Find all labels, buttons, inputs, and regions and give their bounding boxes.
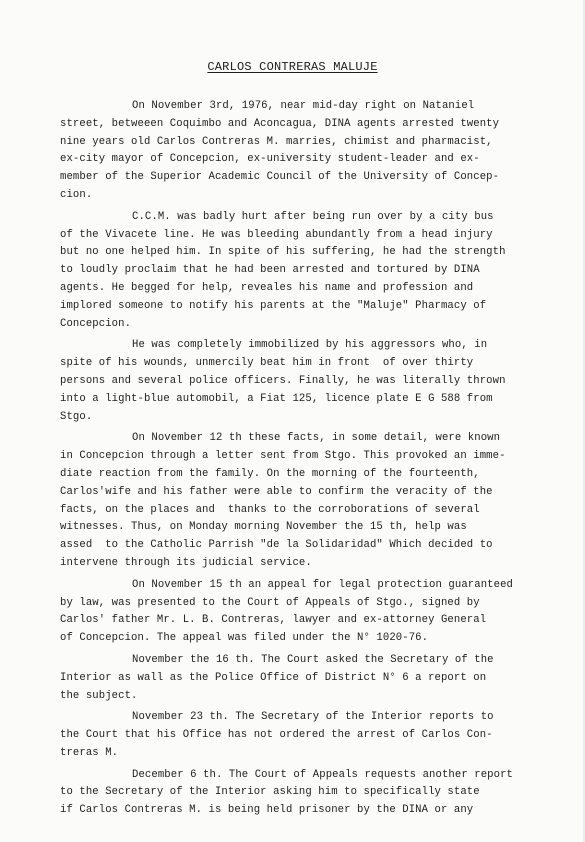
text-line: facts, on the places and thanks to the corroborations of several bbox=[60, 503, 480, 516]
text-line: if Carlos Contreras M. is being held prisoner by the DINA or any bbox=[60, 804, 474, 817]
text-line: of Concepcion. The appeal was filed under the N° 1020-76. bbox=[60, 632, 429, 645]
text-line: witnesses. Thus, on Monday morning November the 15 th, help was bbox=[60, 521, 467, 534]
text-line: Concepcion. bbox=[60, 317, 132, 330]
title-text: CARLOS CONTRERAS MALUJE bbox=[207, 60, 378, 74]
text-line: agents. He begged for help, reveales his name and profession and bbox=[60, 281, 474, 294]
document-title bbox=[0, 60, 585, 74]
paragraph bbox=[60, 709, 560, 762]
text-line: Stgo. bbox=[60, 410, 93, 423]
text-line: Carlos'wife and his father were able to confirm the veracity of the bbox=[60, 485, 493, 498]
text-line: cion. bbox=[60, 188, 93, 201]
text-line: the Court that his Office has not ordered the arrest of Carlos Con- bbox=[60, 729, 493, 742]
text-line: spite of his wounds, unmercily beat him in front of over thirty bbox=[60, 357, 474, 370]
paragraph bbox=[60, 98, 560, 205]
paragraph bbox=[60, 209, 560, 334]
paragraph bbox=[60, 767, 560, 820]
text-line: ex-city mayor of Concepcion, ex-university student-leader and ex- bbox=[60, 153, 480, 166]
text-line: On November 15 th an appeal for legal protection guaranteed bbox=[132, 578, 513, 591]
document-body bbox=[60, 98, 560, 820]
paragraph bbox=[60, 430, 560, 572]
text-line: but no one helped him. In spite of his suffering, he had the strength bbox=[60, 246, 506, 259]
text-line: persons and several police officers. Finally, he was literally thrown bbox=[60, 374, 506, 387]
text-line: On November 3rd, 1976, near mid-day right on Nataniel bbox=[132, 100, 475, 112]
text-line: On November 12 th these facts, in some detail, were known bbox=[132, 432, 501, 445]
text-line: December 6 th. The Court of Appeals requests another report bbox=[132, 768, 513, 781]
text-line: into a light-blue automobil, a Fiat 125, licence plate E G 588 from bbox=[60, 392, 493, 405]
text-line: treras M. bbox=[60, 746, 119, 759]
text-line: intervene through its judicial service. bbox=[60, 556, 312, 569]
text-line: Interior as wall as the Police Office of District N° 6 a report on bbox=[60, 671, 487, 684]
text-line: the subject. bbox=[60, 689, 138, 702]
text-line: nine years old Carlos Contreras M. marries, chimist and pharmacist, bbox=[60, 135, 493, 148]
text-line: diate reaction from the family. On the morning of the fourteenth, bbox=[60, 467, 480, 480]
text-line: in Concepcion through a letter sent from Stgo. This provoked an imme- bbox=[60, 450, 506, 463]
text-line: Carlos' father Mr. L. B. Contreras, lawyer and ex-attorney General bbox=[60, 614, 487, 627]
text-line: to loudly proclaim that he had been arrested and tortured by DINA bbox=[60, 264, 480, 277]
paragraph bbox=[60, 577, 560, 648]
text-line: November 23 th. The Secretary of the Interior reports to bbox=[132, 711, 494, 724]
text-line: assed to the Catholic Parrish "de la Solidaridad" Which decided to bbox=[60, 539, 493, 552]
text-line: implored someone to notify his parents at the "Maluje" Pharmacy of bbox=[60, 299, 487, 312]
text-line: to the Secretary of the Interior asking him to specifically state bbox=[60, 786, 480, 799]
text-line: November the 16 th. The Court asked the Secretary of the bbox=[132, 653, 494, 666]
text-line: C.C.M. was badly hurt after being run over by a city bus bbox=[132, 210, 494, 223]
text-line: member of the Superior Academic Council of the University of Concep- bbox=[60, 171, 500, 184]
text-line: He was completely immobilized by his aggressors who, in bbox=[132, 339, 488, 352]
text-line: by law, was presented to the Court of Appeals of Stgo., signed by bbox=[60, 596, 480, 609]
text-line: of the Vivacete line. He was bleeding abundantly from a head injury bbox=[60, 228, 493, 241]
paragraph bbox=[60, 337, 560, 426]
paragraph bbox=[60, 652, 560, 705]
text-line: street, betweeen Coquimbo and Aconcagua, DINA agents arrested twenty bbox=[60, 117, 500, 130]
